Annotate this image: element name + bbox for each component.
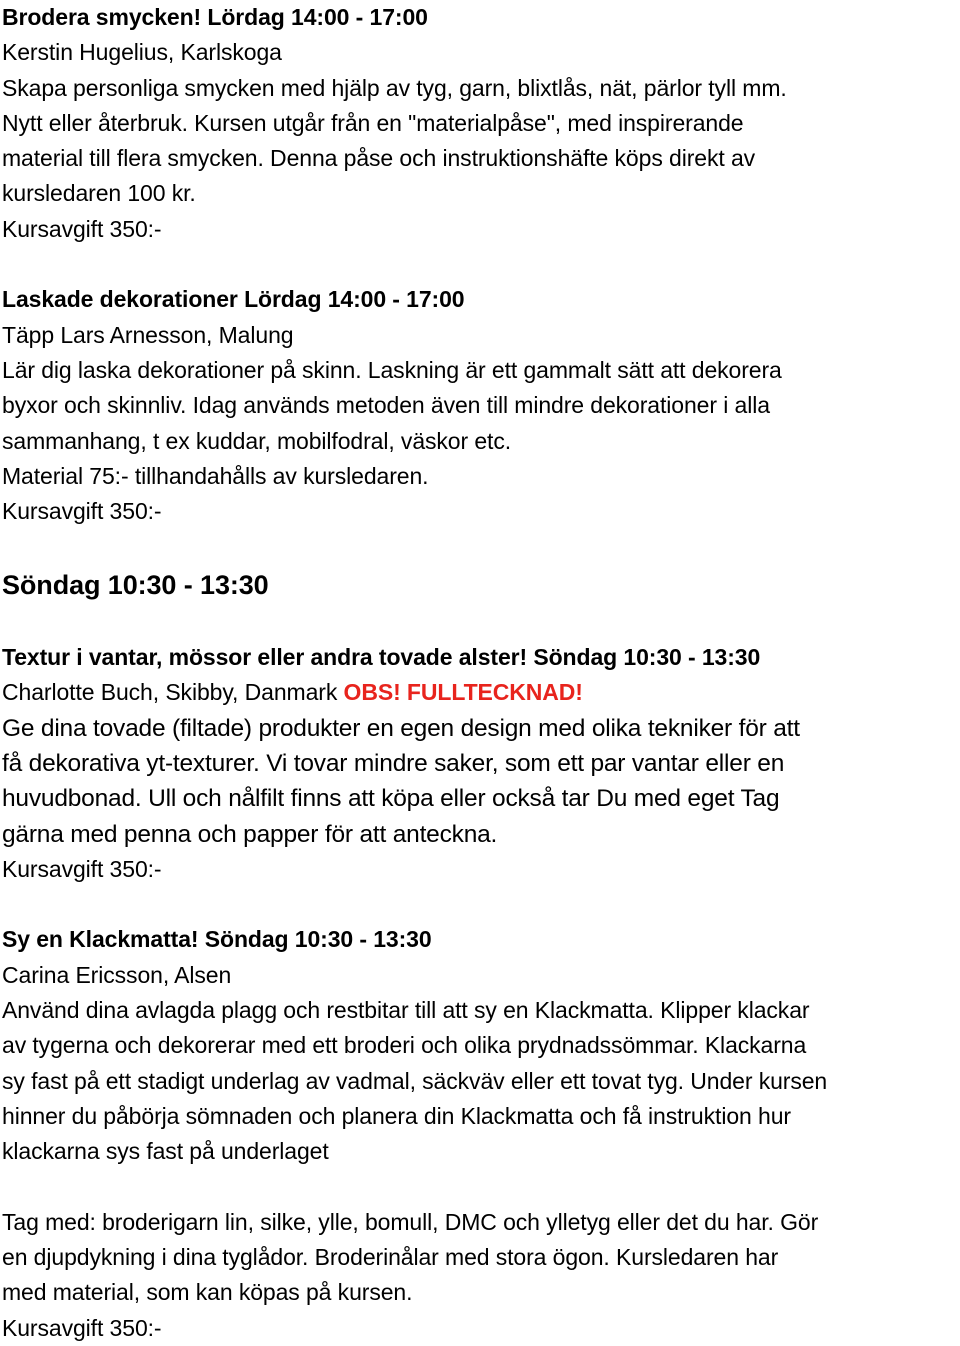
course-title: Laskade dekorationer [2, 286, 238, 313]
spacer [2, 529, 960, 564]
course-fee: Kursavgift 350:- [2, 498, 162, 525]
course-textur-i-vantar [2, 640, 960, 887]
course-description-line: sy fast på ett stadigt underlag av vadmal, säckväv eller ett tovat tyg. Under kursen [2, 1067, 828, 1094]
course-laskade-dekorationer [2, 282, 960, 529]
course-description-line: Ge dina tovade (filtade) produkter en egen design med olika tekniker för att [2, 714, 800, 742]
course-teacher: Charlotte Buch, Skibby, Danmark [2, 679, 338, 706]
course-description-line: gärna med penna och papper för att anteckna. [2, 820, 498, 848]
course-description-line: klackarna sys fast på underlaget [2, 1138, 329, 1165]
spacer [2, 605, 960, 640]
course-description-line: material till flera smycken. Denna påse och instruktionshäfte köps direkt av [2, 145, 756, 172]
spacer [2, 887, 960, 922]
course-heading [2, 0, 960, 35]
course-heading [2, 282, 960, 317]
day-heading: Söndag 10:30 - 13:30 [2, 569, 269, 600]
course-brodera-smycken [2, 0, 960, 247]
course-description-line: Material 75:- tillhandahålls av kursledaren. [2, 462, 429, 489]
course-time: Söndag 10:30 - 13:30 [204, 926, 432, 953]
course-teacher-line [2, 675, 960, 710]
course-time: Söndag 10:30 - 13:30 [533, 644, 761, 671]
course-fee: Kursavgift 350:- [2, 1314, 162, 1341]
course-description-line: Skapa personliga smycken med hjälp av tyg, garn, blixtlås, nät, pärlor tyll mm. [2, 74, 787, 101]
course-teacher: Täpp Lars Arnesson, Malung [2, 321, 294, 348]
course-time: Lördag 14:00 - 17:00 [244, 286, 465, 313]
spacer [2, 247, 960, 282]
course-description-line: sammanhang, t ex kuddar, mobilfodral, väskor etc. [2, 427, 512, 454]
course-description-line: Nytt eller återbruk. Kursen utgår från en "materialpåse", med inspirerande [2, 109, 744, 136]
bring-list-line: Tag med: broderigarn lin, silke, ylle, bomull, DMC och ylletyg eller det du har. Gör [2, 1208, 819, 1235]
course-fee: Kursavgift 350:- [2, 215, 162, 242]
course-title: Sy en Klackmatta! [2, 926, 199, 953]
course-description-line: kursledaren 100 kr. [2, 180, 196, 207]
course-heading [2, 640, 960, 675]
fully-booked-notice: OBS! FULLTECKNAD! [343, 679, 583, 706]
course-teacher: Carina Ericsson, Alsen [2, 961, 232, 988]
course-title: Textur i vantar, mössor eller andra tovade alster! [2, 644, 528, 671]
course-description-line: av tygerna och dekorerar med ett broderi och olika prydnadssömmar. Klackarna [2, 1032, 807, 1059]
course-teacher: Kerstin Hugelius, Karlskoga [2, 39, 282, 66]
course-description-line: huvudbonad. Ull och nålfilt finns att köpa eller också tar Du med eget Tag [2, 785, 780, 813]
course-description-line: Använd dina avlagda plagg och restbitar till att sy en Klackmatta. Klipper klackar [2, 997, 810, 1024]
course-description-line: Lär dig laska dekorationer på skinn. Laskning är ett gammalt sätt att dekorera [2, 356, 782, 383]
course-fee: Kursavgift 350:- [2, 855, 162, 882]
bring-list-line: med material, som kan köpas på kursen. [2, 1279, 413, 1306]
course-time: Lördag 14:00 - 17:00 [207, 4, 428, 30]
course-heading [2, 922, 960, 957]
course-description-line: hinner du påbörja sömnaden och planera din Klackmatta och få instruktion hur [2, 1102, 791, 1129]
spacer [2, 1170, 960, 1205]
course-title: Brodera smycken! [2, 4, 202, 30]
course-description-line: byxor och skinnliv. Idag används metoden även till mindre dekorationer i alla [2, 392, 770, 419]
course-description-line: få dekorativa yt-texturer. Vi tovar mindre saker, som ett par vantar eller en [2, 749, 785, 777]
bring-list-line: en djupdykning i dina tyglådor. Broderinålar med stora ögon. Kursledaren har [2, 1244, 779, 1271]
course-sy-en-klackmatta [2, 922, 960, 1346]
